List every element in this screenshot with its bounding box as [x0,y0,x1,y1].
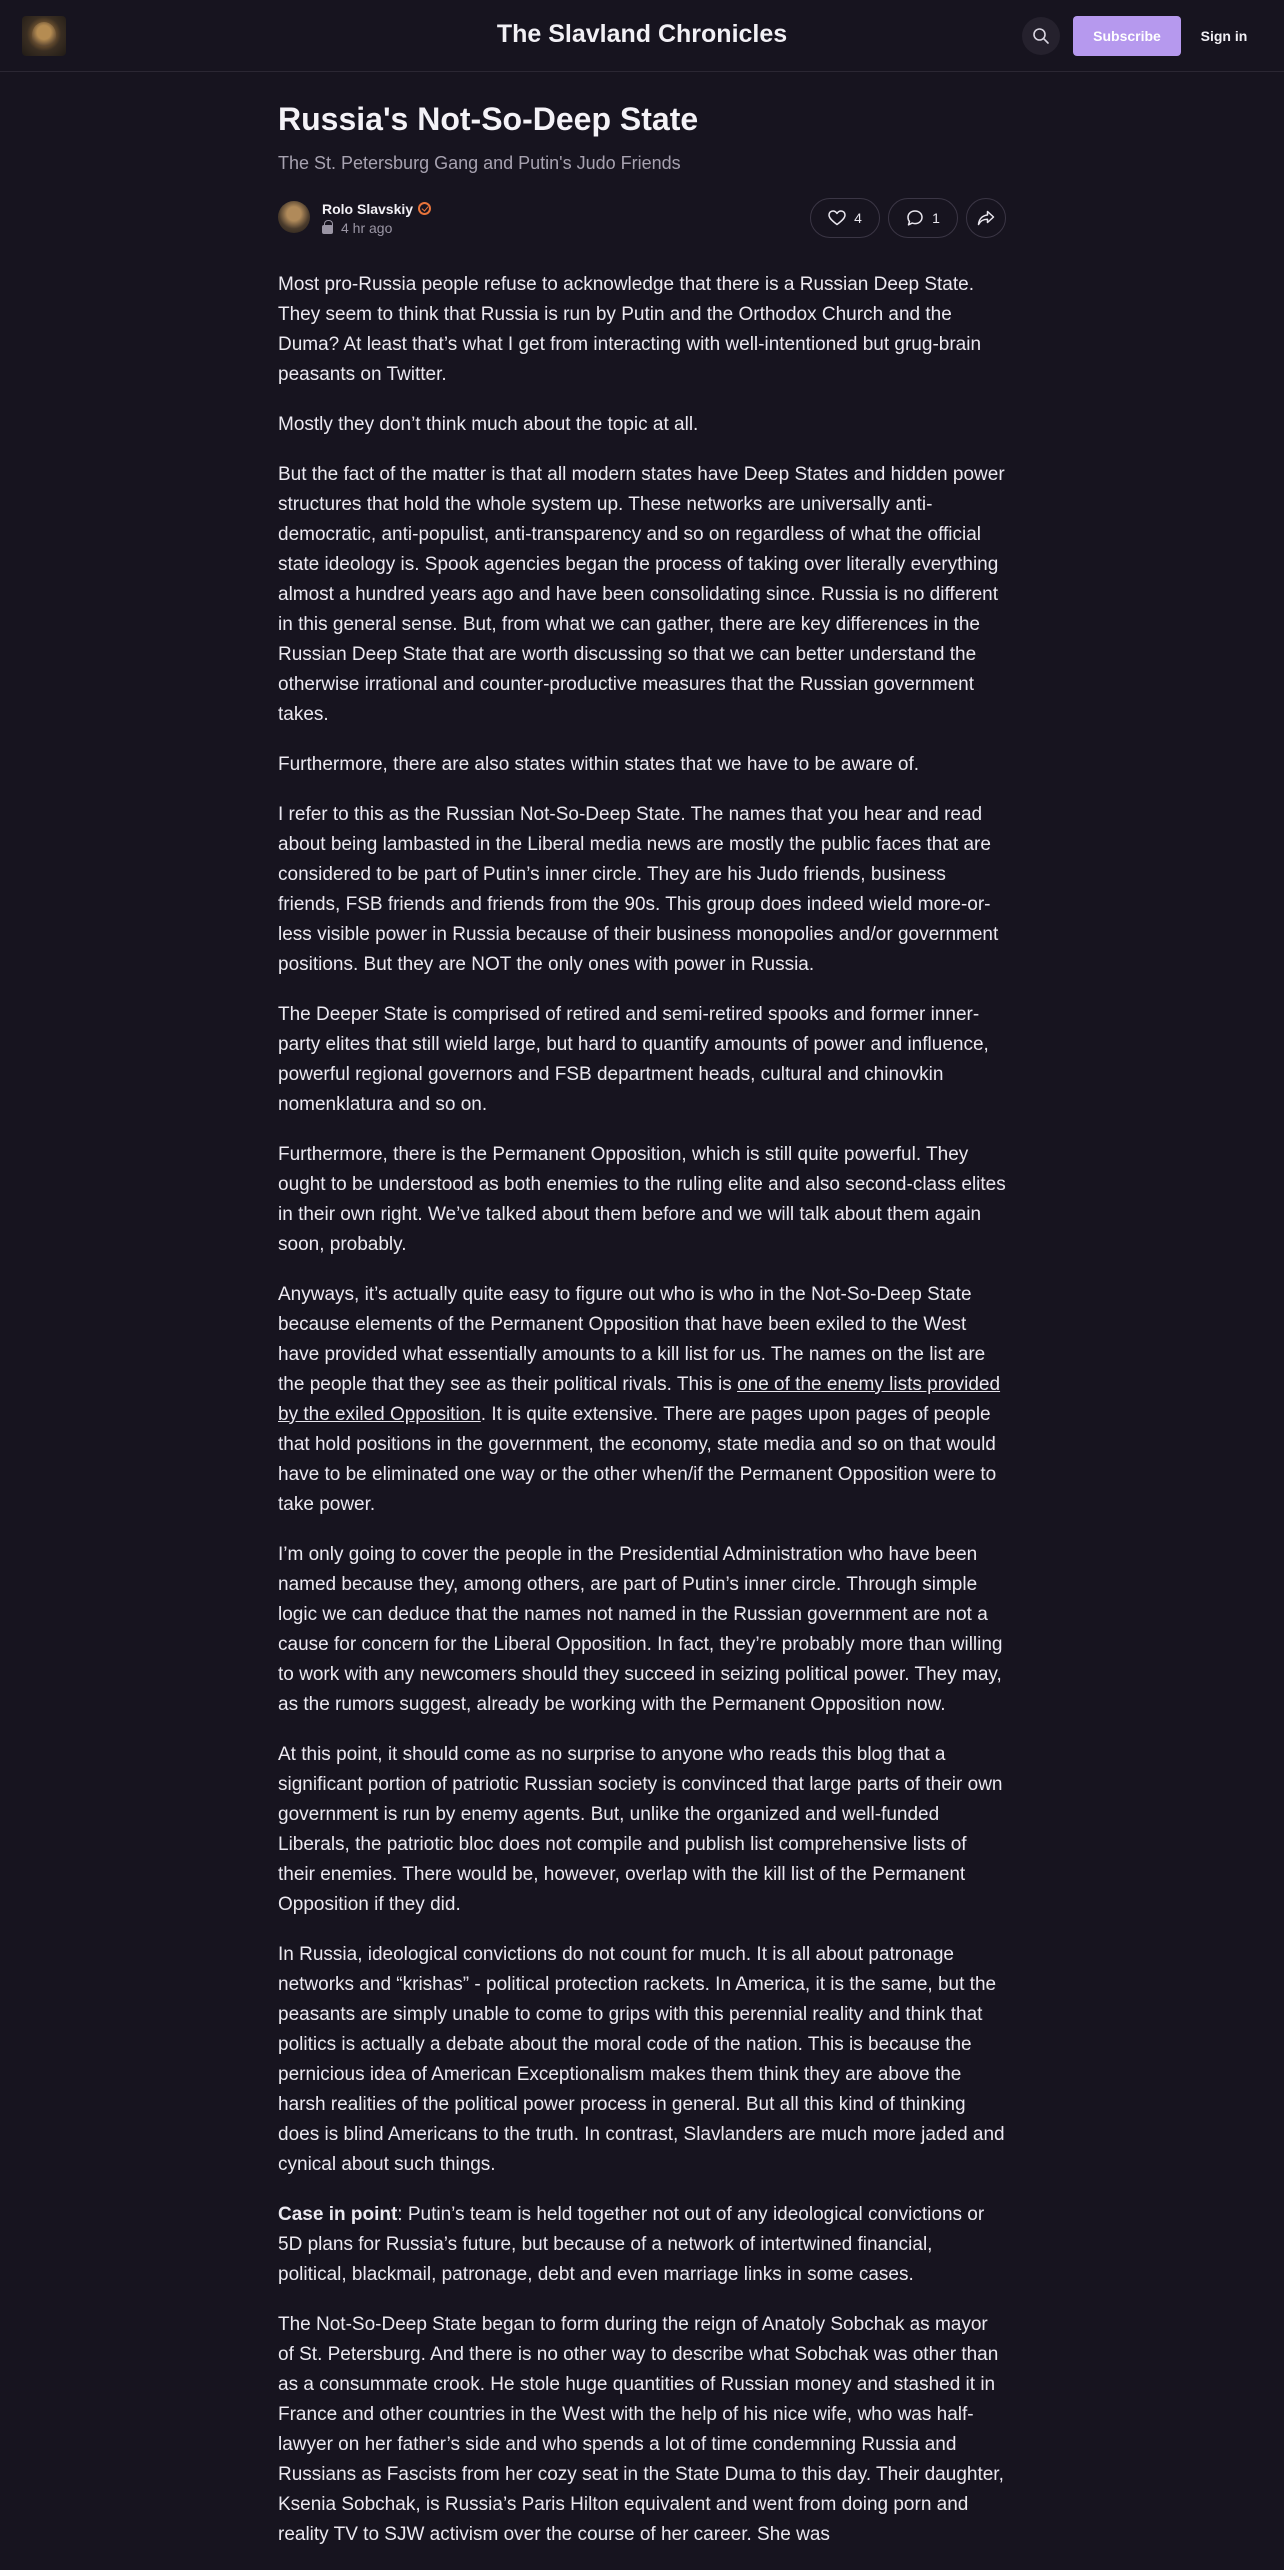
heart-icon [828,210,846,226]
share-button[interactable] [966,198,1006,238]
search-icon [1032,27,1050,45]
paragraph: The Deeper State is comprised of retired and semi-retired spooks and former inner-party elites that still wield large, but hard to quantify amounts of power and influence, powerful regional governors and FSB department heads, cultural and chinovkin nomenklatura and so on. [278,1003,989,1115]
subscribe-button[interactable]: Subscribe [1073,16,1181,56]
paragraph: I’m only going to cover the people in the Presidential Administration who have been named because they, among others, are part of Putin’s inner circle. Through simple logic we can deduce that the names not named in the Russian government are not a cause for concern for the Liberal Opposition. In fact, they’re probably more than willing to work with any newcomers should they succeed in seizing political power. They may, as the rumors suggest, already be working with the Permanent Opposition now. [278,1543,1003,1715]
paragraph [278,2200,1006,2290]
post-meta [322,220,392,236]
paragraph: Furthermore, there are also states within states that we have to be aware of. [278,753,920,775]
post-timestamp: 4 hr ago [341,219,393,236]
author-name-text[interactable]: Rolo Slavskiy [322,200,414,217]
paragraph: Most pro-Russia people refuse to acknowledge that there is a Russian Deep State. They seem to think that Russia is run by Putin and the Orthodox Church and the Duma? At least that’s what I get from interacting with well-intentioned but grug-brain peasants on Twitter. [278,273,982,385]
paragraph: I refer to this as the Russian Not-So-Deep State. The names that you hear and read about being lambasted in the Liberal media news are mostly the public faces that are considered to be part of Putin’s inner circle. They are his Judo friends, business friends, FSB friends and friends from the 90s. This group does indeed wield more-or-less visible power in Russia because of their business monopolies and/or government positions. But they are NOT the only ones with power in Russia. [278,803,999,975]
share-icon [977,210,995,226]
paragraph: Furthermore, there is the Permanent Opposition, which is still quite powerful. They ought to be understood as both enemies to the ruling elite and also second-class elites in their own right. We’ve talked about them before and we will talk about them again soon, probably. [278,1143,1006,1255]
enemy-list-link[interactable]: one of the enemy lists provided by the exiled Opposition [278,1373,1001,1425]
paid-lock-icon [322,225,333,234]
like-button[interactable] [810,198,880,238]
verified-icon [418,202,431,215]
search-button[interactable] [1022,17,1060,55]
article [278,100,1006,2570]
paragraph: Mostly they don’t think much about the topic at all. [278,413,699,435]
author-name[interactable] [322,201,431,217]
post-title: Russia's Not-So-Deep State [278,101,699,137]
comment-icon [906,209,924,227]
post-actions [810,198,1006,238]
comment-count: 1 [932,209,940,226]
paragraph: But the fact of the matter is that all modern states have Deep States and hidden power structures that hold the whole system up. These networks are universally anti-democratic, anti-populist, anti-transparency and so on regardless of what the official state ideology is. Spook agencies began the process of taking over literally everything almost a hundred years ago and have been consolidating since. Russia is no different in this general sense. But, from what we can gather, there are key differences in the Russian Deep State that are worth discussing so that we can better understand the otherwise irrational and counter-productive measures that the Russian government takes. [278,463,1005,725]
comment-button[interactable] [888,198,958,238]
sign-in-button[interactable]: Sign in [1200,28,1248,44]
paragraph-text: Anyways, it’s actually quite easy to figure out who is who in the Not-So-Deep State because elements of the Permanent Opposition that have been exiled to the West have provided what essentially amounts to a kill list for us. The names on the list are the people that they see as their political rivals. This is [278,1283,986,1395]
paragraph: The Not-So-Deep State began to form during the reign of Anatoly Sobchak as mayor of St. Petersburg. And there is no other way to describe what Sobchak was other than as a consummate crook. He stole huge quantities of Russian money and stashed it in France and other countries in the West with the help of his nice wife, who was half-lawyer on her father’s side and who spends a lot of time condemning Russia and Russians as Fascists from her cozy seat in the State Duma to this day. Their daughter, Ksenia Sobchak, is Russia’s Paris Hilton equivalent and went from doing porn and reality TV to SJW activism over the course of her career. She was [278,2313,1004,2545]
like-count: 4 [854,209,862,226]
paragraph: At this point, it should come as no surprise to anyone who reads this blog that a significant portion of patriotic Russian society is convinced that large parts of their own government is run by enemy agents. But, unlike the organized and well-funded Liberals, the patriotic bloc does not compile and publish list comprehensive lists of their enemies. There would be, however, overlap with the kill list of the Permanent Opposition if they did. [278,1743,1003,1915]
bold-text: Case in point [278,2203,398,2225]
paragraph: In Russia, ideological convictions do not count for much. It is all about patronage networks and “krishas” - political protection rackets. In America, it is the same, but the peasants are simply unable to come to grips with this perennial reality and think that politics is actually a debate about the moral code of the nation. This is because the pernicious idea of American Exceptionalism makes them think they are above the harsh realities of the political power process in general. But all this kind of thinking does is blind Americans to the truth. In contrast, Slavlanders are much more jaded and cynical about such things. [278,1943,1005,2175]
author-avatar[interactable] [278,201,310,233]
paragraph-text: . It is quite extensive. There are pages upon pages of people that hold positions in the government, the economy, state media and so on that would have to be eliminated one way or the other when/if the Permanent Opposition were to take power. [278,1403,997,1515]
paragraph [278,1280,1006,1520]
byline [278,198,1006,240]
site-title[interactable]: The Slavland Chronicles [496,20,788,48]
publication-logo[interactable] [22,16,66,56]
top-navigation-bar [0,0,1284,72]
post-body [278,270,1006,2550]
paragraph-text: : Putin’s team is held together not out of any ideological convictions or 5D plans for Russia’s future, but because of a network of intertwined financial, political, blackmail, patronage, debt and even marriage links in some cases. [278,2203,985,2285]
post-subtitle: The St. Petersburg Gang and Putin's Judo Friends [278,153,681,174]
